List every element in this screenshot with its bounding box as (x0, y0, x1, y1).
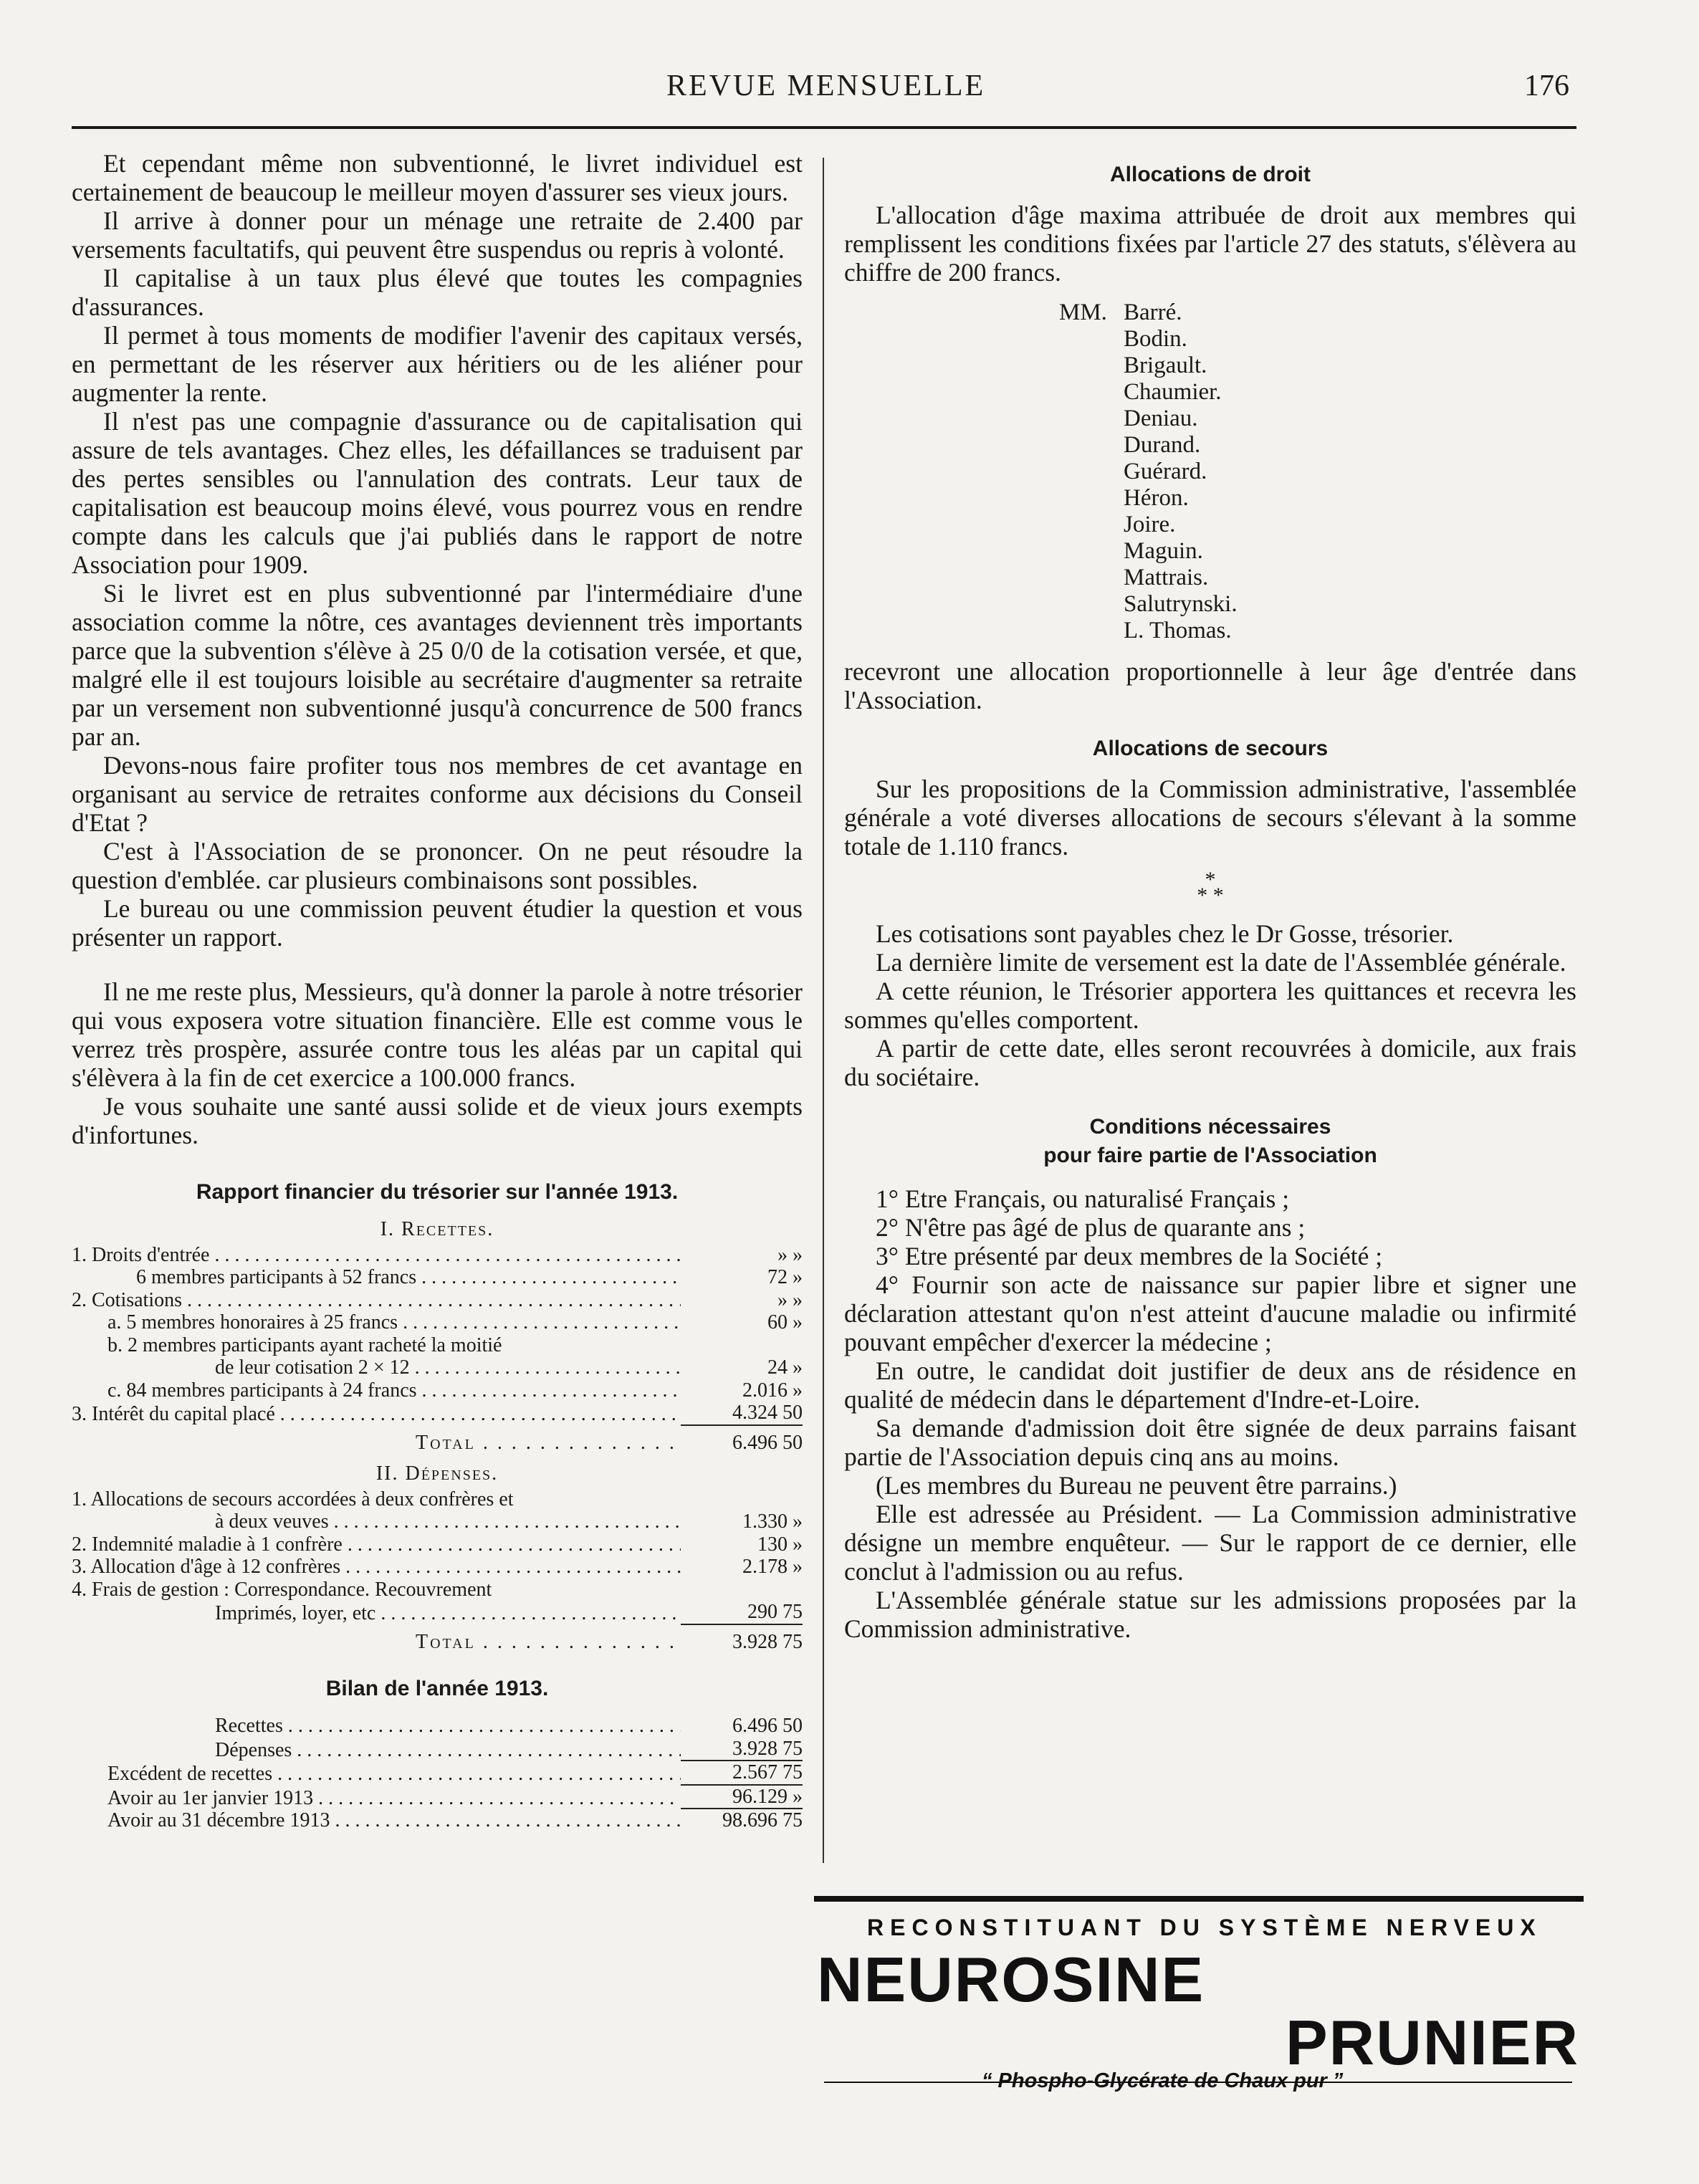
condition-paragraph: 4° Fournir son acte de naissance sur papier libre et signer une déclaration attestant qu'on n'est atteint d'aucune maladie ou infirmité pouvant empêcher d'exercer la médecine ; (844, 1270, 1576, 1356)
member-name: Mattrais. (1124, 565, 1209, 590)
condition-paragraph: 3° Etre présenté par deux membres de la Société ; (876, 1242, 1383, 1270)
conditions-title (844, 1113, 1576, 1170)
member-name: Héron. (1124, 485, 1189, 511)
depense-row-label: Imprimés, loyer, etc . . . (72, 1602, 681, 1625)
recettes-total-label: Total . . . (72, 1432, 681, 1455)
member-name: Joire. (1124, 512, 1176, 537)
paragraph: Les cotisations sont payables chez le Dr Gosse, trésorier. (876, 919, 1454, 948)
bilan-list (72, 1715, 803, 1832)
right-column (844, 149, 1576, 1643)
depense-row-label: 4. Frais de gestion : Correspondance. Recouvrement (72, 1578, 492, 1601)
recette-row (72, 1402, 803, 1426)
bilan-title: Bilan de l'année 1913. (325, 1677, 549, 1700)
condition-paragraph: (Les membres du Bureau ne peuvent être parrains.) (876, 1471, 1397, 1500)
member-name: Deniau. (1124, 406, 1198, 431)
depenses-heading: II. Dépenses. (375, 1462, 499, 1485)
mm-label: MM. (1059, 300, 1107, 325)
condition-paragraph: En outre, le candidat doit justifier de deux ans de résidence en qualité de médecin dans le département d'Indre-et-Loire. (844, 1356, 1576, 1414)
paragraph: Il permet à tous moments de modifier l'avenir des capitaux versés, en permettant de les réserver aux héritiers ou de les aliéner pour augmenter la rente. (72, 321, 803, 407)
depense-row-amount: 290 75 (681, 1601, 803, 1625)
bilan-row (72, 1786, 803, 1810)
recettes-heading: I. Recettes. (380, 1218, 494, 1240)
condition-paragraph: Sa demande d'admission doit être signée de deux parrains faisant partie de l'Association depuis cinq ans au moins. (844, 1414, 1576, 1471)
member-name: L. Thomas. (1124, 618, 1232, 643)
cotisation-paragraphs (844, 919, 1576, 1091)
depenses-total-row (72, 1631, 803, 1654)
recette-row-amount: 60 » (767, 1311, 803, 1333)
bilan-row-amount: 98.696 75 (722, 1809, 803, 1831)
paragraph: A cette réunion, le Trésorier apportera les quittances et recevra les sommes qu'elles comportent. (844, 977, 1576, 1034)
depense-row-amount: 130 » (757, 1533, 803, 1556)
paragraph: Il ne me reste plus, Messieurs, qu'à donner la parole à notre trésorier qui vous exposera votre situation financière. Elle est comme vous le verrez très prospère, assurée contre tous les aléas par un capital qui s'élèvera à la fin de cet exercice a 100.000 francs. (72, 977, 803, 1092)
depense-row (72, 1601, 803, 1625)
left-paragraphs-2 (72, 977, 803, 1149)
recette-row (72, 1311, 803, 1334)
paragraph: Si le livret est en plus subventionné par l'intermédiaire d'une association comme la nôtre, ces avantages deviennent très importants parce que la subvention s'élève à 25 0/0 de la cotisation versée, et que, malgré elle il est toujours loisible au secrétaire d'augmenter sa retraite par un versement non subventionné jusqu'à concurrence de 500 francs par an. (72, 579, 803, 751)
member-name: Guérard. (1124, 459, 1207, 484)
bilan-row (72, 1809, 803, 1832)
recettes-total: 6.496 50 (732, 1431, 803, 1454)
column-divider (823, 158, 824, 1863)
depense-row-amount: 2.178 » (742, 1556, 803, 1578)
paragraph: Devons-nous faire profiter tous nos membres de cet avantage en organisant au service de retraites conforme aux décisions du Conseil d'Etat ? (72, 751, 803, 837)
report-title: Rapport financier du trésorier sur l'année 1913. (196, 1180, 679, 1204)
recette-row-amount: 24 » (767, 1356, 803, 1379)
depense-row-label: à deux veuves . . . (72, 1510, 681, 1533)
advert-rule (814, 1896, 1584, 1902)
recette-row-label: a. 5 membres honoraires à 25 francs . . . (72, 1311, 681, 1334)
separator-stars: * * * (1197, 868, 1224, 907)
conditions-title-line-2: pour faire partie de l'Association (1043, 1144, 1377, 1167)
conditions-paragraphs (844, 1184, 1576, 1643)
recette-row-amount: » » (777, 1243, 803, 1266)
bilan-row (72, 1761, 803, 1786)
advert-slogan: “ Phospho-Glycérate de Chaux pur ” (982, 2069, 1344, 2092)
running-title: REVUE MENSUELLE (666, 70, 986, 102)
member-name: Salutrynski. (1124, 591, 1238, 617)
depense-row-label: 3. Allocation d'âge à 12 confrères . . . (72, 1556, 681, 1579)
bilan-row-label: Excédent de recettes . . . (72, 1763, 681, 1786)
depense-row-amount: 1.330 » (742, 1510, 803, 1533)
recette-row (72, 1356, 803, 1379)
alloc-after-names: recevront une allocation proportionnelle à leur âge d'entrée dans l'Association. (844, 657, 1576, 714)
recette-row (72, 1379, 803, 1402)
paragraph: La dernière limite de versement est la date de l'Assemblée générale. (876, 948, 1566, 977)
depense-row (72, 1579, 803, 1601)
recette-row-amount: 72 » (767, 1266, 803, 1288)
paragraph: Je vous souhaite une santé aussi solide et de vieux jours exempts d'infortunes. (72, 1092, 803, 1149)
conditions-title-line-1: Conditions nécessaires (1089, 1115, 1331, 1139)
paragraph: Il capitalise à un taux plus élevé que toutes les compagnies d'assurances. (72, 264, 803, 321)
recette-row (72, 1334, 803, 1357)
secours-text: Sur les propositions de la Commission administrative, l'assemblée générale a voté diverses allocations de secours s'élevant à la somme totale de 1.110 francs. (844, 775, 1576, 861)
recettes-total-row (72, 1432, 803, 1455)
depense-row (72, 1510, 803, 1533)
recette-row-amount: 4.324 50 (681, 1402, 803, 1426)
member-name: Durand. (1124, 432, 1201, 458)
recette-row-amount: 2.016 » (742, 1379, 803, 1402)
bilan-row-amount: 2.567 75 (681, 1761, 803, 1786)
member-name: Maguin. (1124, 538, 1203, 564)
depense-row-label: 1. Allocations de secours accordées à deux confrères et (72, 1488, 514, 1510)
depenses-total-label: Total . . . (72, 1631, 681, 1654)
recette-row-label: 1. Droits d'entrée . . . (72, 1244, 681, 1267)
condition-paragraph: 2° N'être pas âgé de plus de quarante ans ; (876, 1213, 1306, 1242)
left-paragraphs-1 (72, 149, 803, 952)
bilan-row-label: Recettes . . . (72, 1715, 681, 1738)
bilan-row-amount: 3.928 75 (681, 1738, 803, 1762)
page-header (72, 69, 1576, 112)
recettes-list (72, 1244, 803, 1426)
depense-row (72, 1488, 803, 1511)
recette-row-amount: » » (777, 1288, 803, 1311)
advert-tagline: RECONSTITUANT DU SYSTÈME NERVEUX (867, 1915, 1542, 1940)
recette-row-label: c. 84 membres participants à 24 francs . . . (72, 1379, 681, 1402)
depenses-total: 3.928 75 (732, 1630, 803, 1653)
advertisement (817, 1915, 1579, 2098)
alloc-droit-title: Allocations de droit (1109, 163, 1311, 186)
bilan-row-label: Dépenses . . . (72, 1739, 681, 1762)
recette-row-label: de leur cotisation 2 × 12 . . . (72, 1356, 681, 1379)
advert-brand-prunier: PRUNIER (1285, 2007, 1579, 2078)
names-list (844, 300, 1576, 644)
paragraph: Il arrive à donner pour un ménage une retraite de 2.400 par versements facultatifs, qui peuvent être suspendus ou repris à volonté. (72, 206, 803, 264)
bilan-row-amount: 96.129 » (681, 1786, 803, 1810)
depense-row (72, 1533, 803, 1556)
paragraph: A partir de cette date, elles seront recouvrées à domicile, aux frais du sociétaire. (844, 1034, 1576, 1091)
paragraph: Il n'est pas une compagnie d'assurance ou de capitalisation qui assure de tels avantages. Chez elles, les défaillances se traduisent par des pertes sensibles ou l'annulation des contrats. Leur taux de capitalisation est beaucoup moins élevé, vous pourrez vous en rendre compte dans les calculs que j'ai publiés dans le rapport de notre Association pour 1909. (72, 407, 803, 579)
secours-title: Allocations de secours (1092, 737, 1329, 760)
advert-brand-neurosine: NEUROSINE (817, 1944, 1205, 2015)
header-rule (72, 126, 1576, 129)
alloc-droit-text: L'allocation d'âge maxima attribuée de droit aux membres qui remplissent les conditions fixées par l'article 27 des statuts, s'élèvera au chiffre de 200 francs. (844, 201, 1576, 287)
member-name: Bodin. (1124, 326, 1187, 352)
financial-report (72, 1218, 803, 1653)
recette-row-label: 2. Cotisations . . . (72, 1289, 681, 1312)
condition-paragraph: Elle est adressée au Président. — La Commission administrative désigne un membre enquêteur. — Sur le rapport de ce dernier, elle conclut à l'admission ou au refus. (844, 1500, 1576, 1586)
depenses-list (72, 1488, 803, 1625)
bilan-row-label: Avoir au 31 décembre 1913 . . . (72, 1809, 681, 1832)
member-name: Barré. (1124, 300, 1182, 325)
beneficiary-names (844, 300, 1576, 644)
recette-row-label: 3. Intérêt du capital placé . . . (72, 1403, 681, 1426)
bilan-row (72, 1738, 803, 1762)
left-column (72, 149, 803, 1832)
bilan-row-label: Avoir au 1er janvier 1913 . . . (72, 1787, 681, 1810)
page-number: 176 (1524, 70, 1569, 102)
condition-paragraph: L'Assemblée générale statue sur les admissions proposées par la Commission administrative. (844, 1586, 1576, 1643)
member-name: Chaumier. (1124, 379, 1222, 405)
depense-row-label: 2. Indemnité maladie à 1 confrère . . . (72, 1533, 681, 1556)
member-name: Brigault. (1124, 353, 1207, 378)
recette-row (72, 1244, 803, 1267)
recette-row (72, 1289, 803, 1312)
bilan-row-amount: 6.496 50 (732, 1715, 803, 1737)
recette-row-label: 6 membres participants à 52 francs . . . (72, 1266, 681, 1289)
paragraph: Le bureau ou une commission peuvent étudier la question et vous présenter un rapport. (72, 894, 803, 952)
paragraph: C'est à l'Association de se prononcer. On ne peut résoudre la question d'emblée. car plusieurs combinaisons sont possibles. (72, 837, 803, 894)
bilan-row (72, 1715, 803, 1738)
paragraph: Et cependant même non subventionné, le livret individuel est certainement de beaucoup le meilleur moyen d'assurer ses vieux jours. (72, 149, 803, 206)
condition-paragraph: 1° Etre Français, ou naturalisé Français ; (876, 1184, 1290, 1213)
depense-row (72, 1556, 803, 1579)
recette-row-label: b. 2 membres participants ayant racheté la moitié (107, 1333, 502, 1356)
recette-row (72, 1266, 803, 1289)
